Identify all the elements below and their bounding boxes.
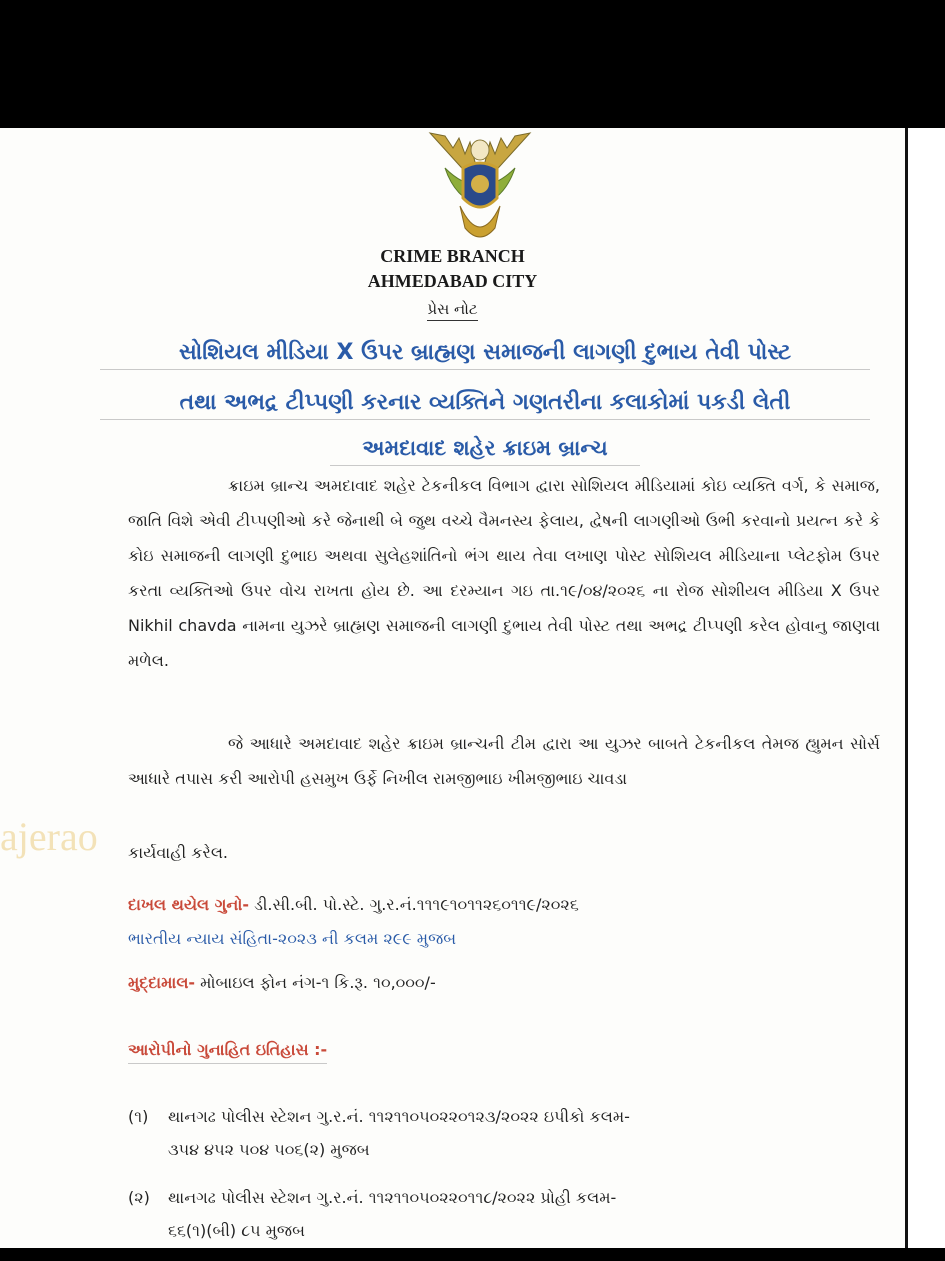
- action-text: કાર્યવાહી કરેલ.: [128, 843, 228, 862]
- headline-line-2: તથા અભદ્ર ટીપ્પણી કરનાર વ્યક્તિને ગણતરીના કલાકોમાં પકડી લેતી: [100, 390, 870, 420]
- seized-value: મોબાઇલ ફોન નંગ-૧ કિ.રૂ. ૧૦,૦૦૦/-: [200, 973, 436, 992]
- seized-property: [128, 973, 436, 993]
- history-item-line-2: ૩૫૪ ૪૫૨ ૫૦૪ ૫૦૬(૨) મુજબ: [168, 1140, 370, 1159]
- history-item-line-1: થાનગઢ પોલીસ સ્ટેશન ગુ.ર.નં. ૧૧૨૧૧૦૫૦૨૨૦૧૨૩/૨૦૨૨ ઇપીકો કલમ-: [168, 1107, 630, 1126]
- history-heading: આરોપીનો ગુનાહિત ઇતિહાસ :-: [128, 1040, 327, 1064]
- bottom-border: [0, 1248, 945, 1261]
- case-label: દાખલ થયેલ ગુનો-: [128, 895, 249, 914]
- seized-label: મુદ્દામાલ-: [128, 973, 196, 992]
- history-item-number: (૨): [128, 1188, 150, 1207]
- case-law: ભારતીય ન્યાય સંહિતા-૨૦૨૩ ની કલમ ૨૯૯ મુજબ: [128, 929, 457, 948]
- history-item: [128, 1100, 888, 1166]
- case-registered: [128, 888, 888, 956]
- headline-line-3: અમદાવાદ શહેર ક્રાઇમ બ્રાન્ચ: [330, 436, 640, 466]
- org-name: CRIME BRANCH: [380, 246, 525, 266]
- headline-line-1: સોશિયલ મીડિયા X ઉપર બ્રાહ્મણ સમાજની લાગણી દુભાય તેવી પોસ્ટ: [100, 340, 870, 370]
- police-emblem-icon: [425, 128, 535, 248]
- press-note-page: [0, 128, 908, 1248]
- history-item-line-2: ૬૬(૧)(બી) ૮૫ મુજબ: [168, 1221, 305, 1240]
- body-paragraph-1: ક્રાઇમ બ્રાન્ચ અમદાવાદ શહેર ટેકનીકલ વિભાગ દ્વારા સોશિયલ મીડિયામાં કોઇ વ્યક્તિ વર્ગ, કે સમાજ, જાતિ વિશે એવી ટીપ્પણીઓ કરે જેનાથી બે જુથ વચ્ચે વૈમનસ્ય ફેલાય, દ્વેષની લાગણીઓ ઉભી કરવાનો પ્રયત્ન કરે કે કોઇ સમાજની લાગણી દુભાઇ અથવા સુલેહશાંતિનો ભંગ થાય તેવા લખાણ પોસ્ટ સોશિયલ મીડિયાના પ્લેટફોમ ઉપર કરતા વ્યક્તિઓ ઉપર વોચ રાખતા હોય છે. આ દરમ્યાન ગઇ તા.૧૯/૦૪/૨૦૨૬ ના રોજ સોશીયલ મીડિયા X ઉપર Nikhil chavda નામના યુઝરે બ્રાહ્મણ સમાજની લાગણી દુભાય તેવી પોસ્ટ તથા અભદ્ર ટીપ્પણી કરેલ હોવાનુ જાણવા મળેલ.: [128, 476, 880, 670]
- org-city: AHMEDABAD CITY: [367, 271, 538, 291]
- history-item: [128, 1181, 888, 1247]
- right-margin: [908, 128, 945, 1261]
- watermark: ajerao: [0, 814, 98, 859]
- history-item-number: (૧): [128, 1107, 149, 1126]
- case-value: ડી.સી.બી. પો.સ્ટે. ગુ.ર.નં.૧૧૧૯૧૦૧૧૨૬૦૧૧૯/૨૦૨૬: [254, 895, 579, 914]
- doc-type: પ્રેસ નોટ: [0, 300, 905, 318]
- body-paragraph-2: જે આધારે અમદાવાદ શહેર ક્રાઇમ બ્રાન્ચની ટીમ દ્વારા આ યુઝર બાબતે ટેકનીકલ તેમજ હ્યુમન સોર્સ આધારે તપાસ કરી આરોપી હસમુખ ઉર્ફે નિખીલ રામજીભાઇ ખીમજીભાઇ ચાવડા: [128, 734, 880, 788]
- history-item-line-1: થાનગઢ પોલીસ સ્ટેશન ગુ.ર.નં. ૧૧૨૧૧૦૫૦૨૨૦૧૧૮/૨૦૨૨ પ્રોહી કલમ-: [168, 1188, 617, 1207]
